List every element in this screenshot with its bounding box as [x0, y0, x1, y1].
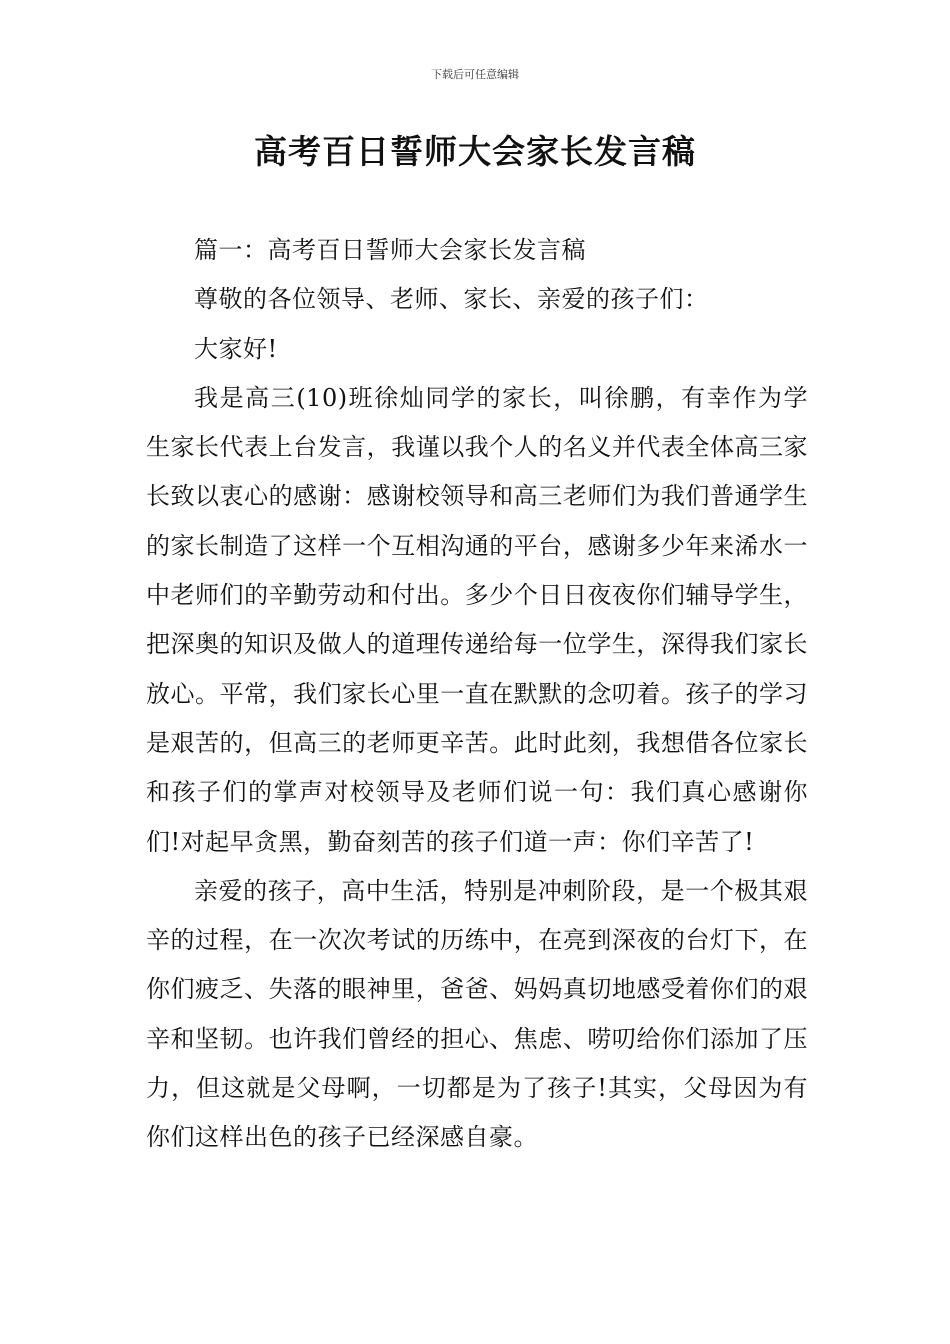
document-title: 高考百日誓师大会家长发言稿	[254, 132, 696, 171]
paragraph-to-children: 亲爱的孩子，高中生活，特别是冲刺阶段，是一个极其艰辛的过程，在一次次考试的历练中，在亮到深夜的台灯下，在你们疲乏、失落的眼神里，爸爸、妈妈真切地感受着你们的艰辛和坚韧。也许我们曾经的担心、焦虑、唠叨给你们添加了压力，但这就是父母啊，一切都是为了孩子!其实，父母因为有你们这样出色的孩子已经深感自豪。	[146, 876, 808, 1152]
document-body	[146, 226, 808, 1163]
salutation: 尊敬的各位领导、老师、家长、亲爱的孩子们：	[194, 285, 709, 314]
greeting: 大家好!	[194, 334, 278, 363]
section-heading: 篇一：高考百日誓师大会家长发言稿	[194, 236, 586, 264]
paragraph-thanks: 我是高三(10)班徐灿同学的家长，叫徐鹏，有幸作为学生家长代表上台发言，我谨以我个人的名义并代表全体高三家长致以衷心的感谢：感谢校领导和高三老师们为我们普通学生的家长制造了这样一个互相沟通的平台，感谢多少年来浠水一中老师们的辛勤劳动和付出。多少个日日夜夜你们辅导学生，把深奥的知识及做人的道理传递给每一位学生，深得我们家长放心。平常，我们家长心里一直在默默的念叨着。孩子的学习是艰苦的，但高三的老师更辛苦。此时此刻，我想借各位家长和孩子们的掌声对校领导及老师们说一句：我们真心感谢你们!对起早贪黑，勤奋刻苦的孩子们道一声：你们辛苦了!	[146, 383, 808, 856]
header-note: 下载后可任意编辑	[431, 68, 519, 81]
